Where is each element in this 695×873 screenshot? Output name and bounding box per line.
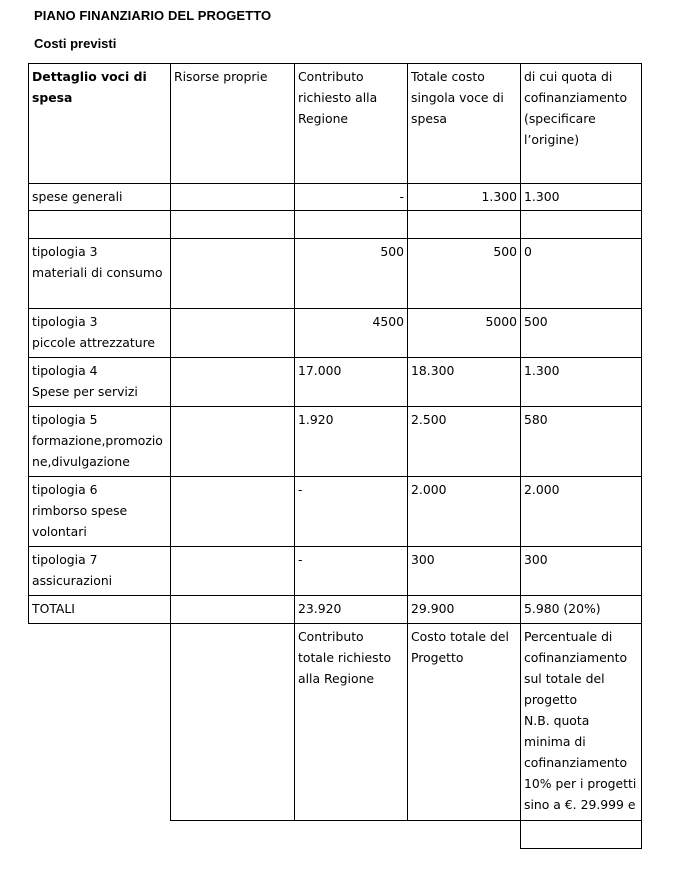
- row-risorse: [171, 184, 294, 210]
- row-voce: [29, 211, 170, 238]
- page-title: PIANO FINANZIARIO DEL PROGETTO: [34, 8, 272, 23]
- row-voce: tipologia 3 piccole attrezzature: [32, 314, 156, 350]
- row-totale: 1.300: [481, 189, 517, 204]
- row-totale: 2.500: [411, 412, 447, 427]
- row-totale: 5000: [485, 314, 517, 329]
- row-totale: 500: [493, 244, 517, 259]
- row-contributo: -: [399, 189, 404, 204]
- row-quota: 0: [524, 244, 532, 259]
- row-quota: 1.300: [524, 189, 560, 204]
- row-risorse: [171, 211, 294, 238]
- row-contributo: 17.000: [298, 363, 342, 378]
- row-totale: 300: [411, 552, 435, 567]
- row-voce: tipologia 4 Spese per servizi: [32, 363, 138, 399]
- header-contributo: Contributo richiesto alla Regione: [298, 69, 378, 126]
- footer-quota: Percentuale di cofinanziamento sul totale del progetto N.B. quota minima di cofinanziamento 10% per i progetti sino a €. 29.999 e: [524, 629, 637, 812]
- row-risorse: [171, 407, 294, 476]
- header-dettaglio: Dettaglio voci di spesa: [32, 69, 147, 105]
- row-contributo: -: [298, 552, 303, 567]
- row-quota: 300: [524, 552, 548, 567]
- row-voce: tipologia 6 rimborso spese volontari: [32, 482, 128, 539]
- totals-risorse: [171, 596, 294, 623]
- row-totale: [408, 211, 520, 238]
- row-risorse: [171, 477, 294, 546]
- section-title: Costi previsti: [34, 36, 117, 51]
- row-voce: spese generali: [32, 189, 123, 204]
- row-risorse: [171, 309, 294, 357]
- header-risorse: Risorse proprie: [174, 69, 268, 84]
- footer-contributo: Contributo totale richiesto alla Regione: [298, 629, 392, 686]
- row-voce: tipologia 5 formazione,promozio ne,divulgazione: [32, 412, 163, 469]
- row-quota: 1.300: [524, 363, 560, 378]
- totals-contributo: 23.920: [298, 601, 342, 616]
- row-contributo: 1.920: [298, 412, 334, 427]
- row-risorse: [171, 239, 294, 308]
- footer-totale: Costo totale del Progetto: [411, 629, 509, 665]
- row-contributo: 500: [380, 244, 404, 259]
- totals-label: TOTALI: [32, 601, 75, 616]
- row-quota: 500: [524, 314, 548, 329]
- header-totale: Totale costo singola voce di spesa: [411, 69, 504, 126]
- row-voce: tipologia 7 assicurazioni: [32, 552, 113, 588]
- row-risorse: [171, 358, 294, 406]
- footer-extra-bottom: [520, 848, 641, 849]
- totals-totale: 29.900: [411, 601, 455, 616]
- row-quota: [521, 211, 641, 238]
- row-totale: 18.300: [411, 363, 455, 378]
- row-totale: 2.000: [411, 482, 447, 497]
- row-risorse: [171, 547, 294, 595]
- row-contributo: -: [298, 482, 303, 497]
- table-border-right: [641, 63, 642, 849]
- totals-quota: 5.980 (20%): [524, 601, 601, 616]
- row-contributo: [295, 211, 407, 238]
- footer-extra-top: [520, 820, 641, 821]
- row-quota: 2.000: [524, 482, 560, 497]
- header-quota: di cui quota di cofinanziamento (specificare l’origine): [524, 69, 628, 147]
- row-voce: tipologia 3 materiali di consumo: [32, 244, 163, 280]
- row-contributo: 4500: [372, 314, 404, 329]
- row-quota: 580: [524, 412, 548, 427]
- footer-bottom: [170, 820, 520, 821]
